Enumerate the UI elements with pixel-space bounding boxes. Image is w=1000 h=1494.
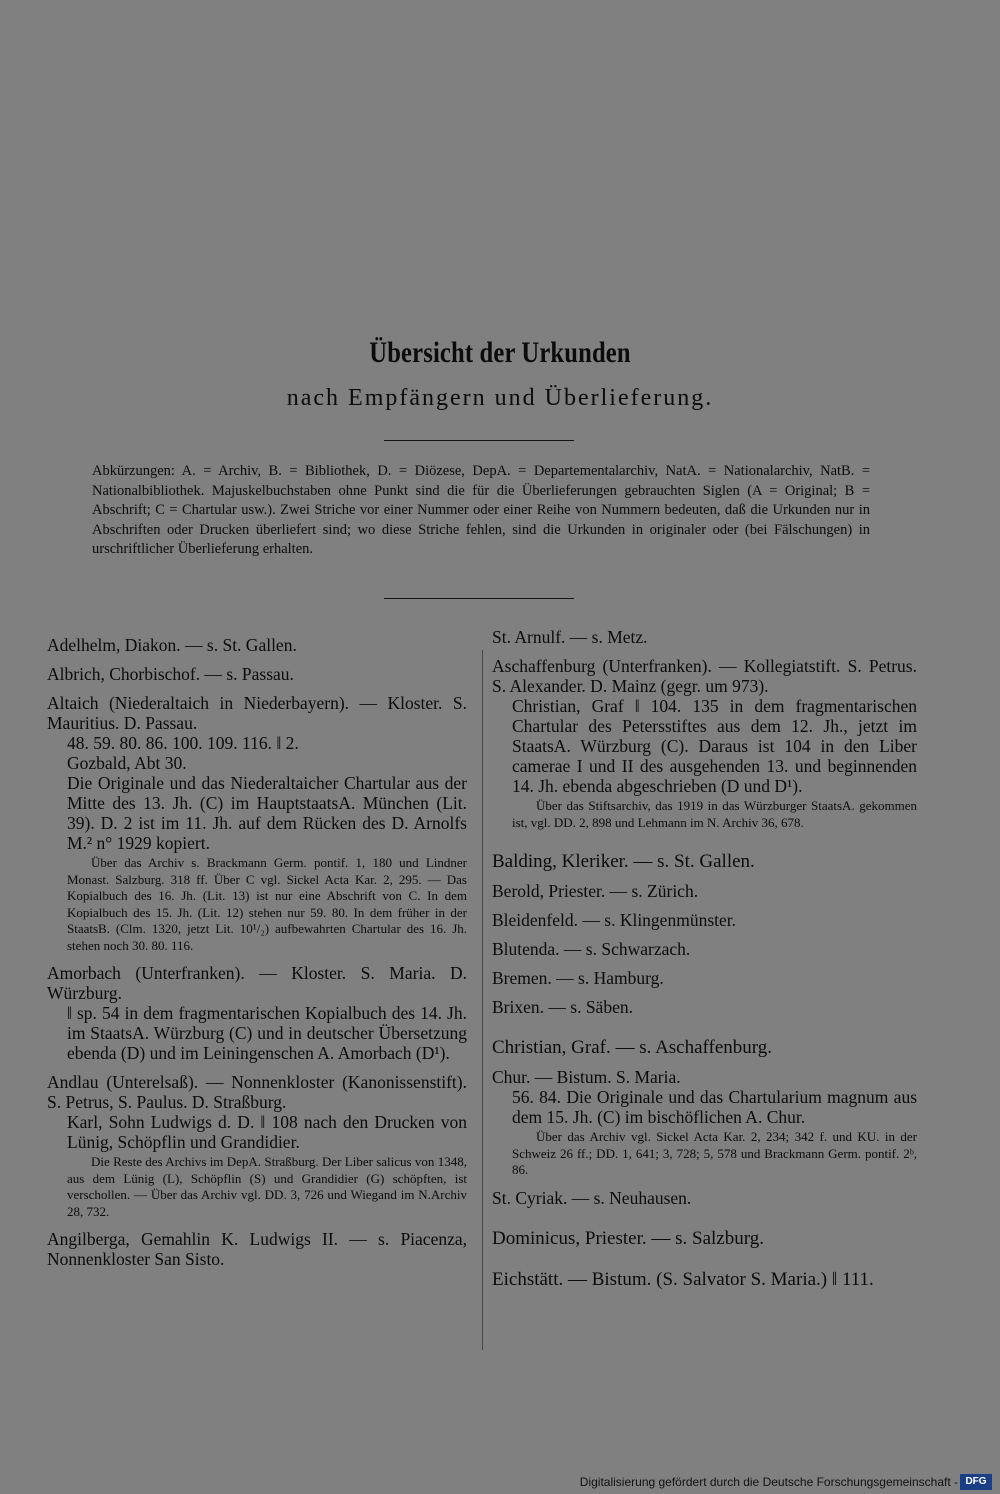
entry-heading: Altaich (Niederaltaich in Niederbayern). — Kloster. S. Mauritius. D. Passau. <box>47 693 467 733</box>
footer <box>0 1468 1000 1494</box>
entry-heading: Dominicus, Priester. — s. Salzburg. <box>492 1227 764 1249</box>
entry-heading: Balding, Kleriker. — s. St. Gallen. <box>492 851 755 872</box>
index-entry <box>492 939 917 959</box>
entry-footnote <box>47 855 467 954</box>
abbreviations-divider <box>384 598 574 599</box>
entry-body-line: Gozbald, Abt 30. <box>67 753 187 773</box>
index-entry <box>492 997 917 1017</box>
entry-heading: Bleidenfeld. — s. Klingenmünster. <box>492 910 736 930</box>
entry-body-line: 48. 59. 80. 86. 100. 109. 116. ‖ 2. <box>67 733 299 753</box>
entry-heading: Blutenda. — s. Schwarzach. <box>492 939 691 959</box>
entry-heading: Angilberga, Gemahlin K. Ludwigs II. — s. Piacenza, Nonnenkloster San Sisto. <box>47 1229 467 1269</box>
entry-body-line: ‖ sp. 54 in dem fragmentarischen Kopialbuch des 14. Jh. im StaatsA. Würzburg (C) und in deutscher Übersetzung ebenda (D) und im Leiningenschen A. Amorbach (D¹). <box>67 1003 467 1063</box>
index-entry <box>492 1188 917 1208</box>
entry-heading: Brixen. — s. Säben. <box>492 997 633 1017</box>
page-subtitle: nach Empfängern und Überlieferung. <box>286 385 714 411</box>
entry-heading: St. Arnulf. — s. Metz. <box>492 627 648 647</box>
footnote-text: Über das Stiftsarchiv, das 1919 in das Würzburger StaatsA. gekommen ist, vgl. DD. 2, 898 und Lehmann im N. Archiv 36, 678. <box>512 798 917 830</box>
page-title: Übersicht der Urkunden <box>369 336 631 369</box>
entry-heading: Chur. — Bistum. S. Maria. <box>492 1067 681 1087</box>
right-column <box>492 627 917 1299</box>
title-divider <box>384 440 574 441</box>
index-entry <box>492 1038 917 1058</box>
index-entry <box>492 1067 917 1179</box>
abbreviations-paragraph: Abkürzungen: A. = Archiv, B. = Bibliothek, D. = Diözese, DepA. = Departementalarchiv, NatA. = Nationalarchiv, NatB. = Nationalbibliothek. Majuskelbuchstaben ohne Punkt sind die für die Überlieferungen gebrauchten Siglen (A = Original; B = Abschrift; C = Chartular usw.). Zwei Striche vor einer Nummer oder einer Reihe von Nummern bedeuten, daß die Urkunden nur in Abschriften oder Drucken überliefert sind; wo diese Striche fehlen, sind die Urkunden in originaler oder (bei Fälschungen) in urschriftlicher Überlieferung erhalten. <box>92 463 870 557</box>
index-entry <box>492 881 917 901</box>
index-entry <box>492 968 917 988</box>
entry-heading: Eichstätt. — Bistum. (S. Salvator S. Maria.) ‖ 111. <box>492 1268 874 1290</box>
entry-body-line: Christian, Graf ‖ 104. 135 in dem fragmentarischen Chartular des Petersstiftes aus dem 12. Jh., jetzt im StaatsA. Würzburg (C). Daraus ist 104 in den Liber camerae I und II des ausgehenden 13. und beginnenden 14. Jh. ebenda abgeschrieben (D und D¹). <box>512 696 917 796</box>
entry-heading: St. Cyriak. — s. Neuhausen. <box>492 1187 692 1208</box>
index-entry <box>47 664 467 684</box>
column-divider <box>482 650 483 1350</box>
footnote-text: Über das Archiv vgl. Sickel Acta Kar. 2, 234; 342 f. und KU. in der Schweiz 26 ff.; DD. 1, 641; 3, 728; 5, 578 und Brackmann Germ. pontif. 2ᵇ, 86. <box>512 1129 917 1177</box>
left-column <box>47 635 467 1278</box>
index-entry <box>47 635 467 655</box>
index-entry <box>47 1229 467 1269</box>
entry-heading: Albrich, Chorbischof. — s. Passau. <box>47 664 294 684</box>
index-entry <box>47 693 467 954</box>
entry-gap <box>492 1258 917 1270</box>
entry-footnote <box>492 1129 917 1179</box>
entry-body-line: 56. 84. Die Originale und das Chartularium magnum aus dem 15. Jh. (C) im bischöflichen A. Chur. <box>512 1087 917 1127</box>
index-entry <box>47 963 467 1063</box>
index-entry <box>492 1270 917 1290</box>
index-entry <box>492 910 917 930</box>
footnote-text: Über das Archiv s. Brackmann Germ. pontif. 1, 180 und Lindner Monast. Salzburg. 318 ff. Über C vgl. Sickel Acta Kar. 2, 295. — Das Kopialbuch des 16. Jh. (Lit. 13) ist nur eine Abschrift von C. In dem Kopialbuch des 15. Jh. (Lit. 12) stehen nur 59. 80. In dem früher in der StaatsB. (Clm. 1320, jetzt Lit. 10¹/₂) aufbewahrten Chartular des 16. Jh. stehen noch 30. 80. 116. <box>67 855 467 953</box>
entry-heading: Adelhelm, Diakon. — s. St. Gallen. <box>47 635 297 655</box>
dfg-logo: DFG <box>960 1474 992 1490</box>
footnote-text: Die Reste des Archivs im DepA. Straßburg. Der Liber salicus von 1348, aus dem Lünig (L), Schöpflin (S) und Grandidier (G) schöpften, ist verschollen. — Über das Archiv vgl. DD. 3, 726 und Wiegand im N.Archiv 28, 732. <box>67 1154 467 1219</box>
index-entry <box>492 1229 917 1249</box>
footer-text: Digitalisierung gefördert durch die Deutsche Forschungsgemeinschaft - <box>579 1475 958 1489</box>
index-entry <box>47 1072 467 1220</box>
index-entry <box>492 656 917 831</box>
entry-heading: Amorbach (Unterfranken). — Kloster. S. Maria. D. Würzburg. <box>47 963 467 1003</box>
entry-heading: Andlau (Unterelsaß). — Nonnenkloster (Kanonissenstift). S. Petrus, S. Paulus. D. Straßburg. <box>47 1072 467 1112</box>
index-entry <box>492 627 917 647</box>
index-entry <box>492 852 917 872</box>
entry-gap <box>492 1217 917 1229</box>
entry-heading: Aschaffenburg (Unterfranken). — Kollegiatstift. S. Petrus. S. Alexander. D. Mainz (gegr. um 973). <box>492 656 917 696</box>
entry-body-line: Karl, Sohn Ludwigs d. D. ‖ 108 nach den Drucken von Lünig, Schöpflin und Grandidier. <box>67 1112 467 1152</box>
entry-footnote <box>47 1154 467 1220</box>
entry-body-line: Die Originale und das Niederaltaicher Chartular aus der Mitte des 13. Jh. (C) im HauptstaatsA. München (Lit. 39). D. 2 ist im 11. Jh. auf dem Rücken des D. Arnolfs M.² n° 1929 kopiert. <box>67 773 467 853</box>
entry-heading: Christian, Graf. — s. Aschaffenburg. <box>492 1037 773 1058</box>
entry-heading: Berold, Priester. — s. Zürich. <box>492 881 699 901</box>
entry-heading: Bremen. — s. Hamburg. <box>492 968 664 988</box>
entry-footnote <box>492 798 917 831</box>
